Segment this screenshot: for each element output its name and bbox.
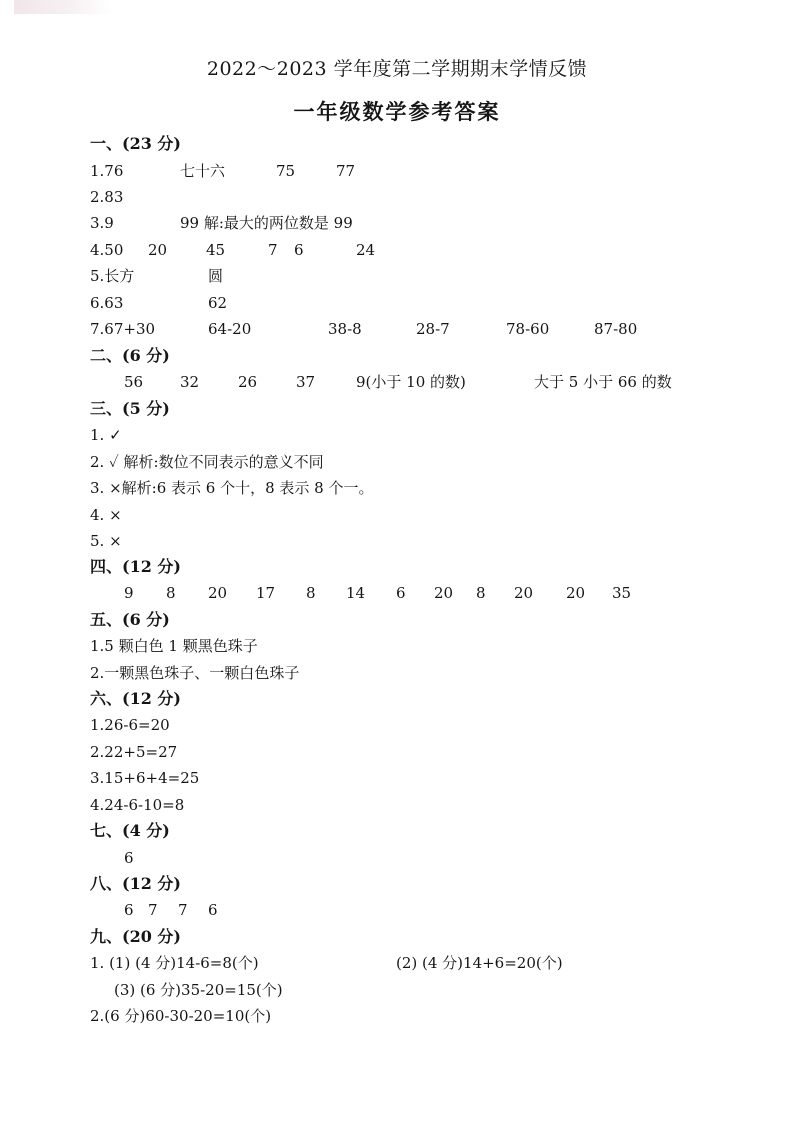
s3-row-1: 1. ✓ <box>90 426 122 444</box>
s3-row-4: 4. × <box>90 506 122 524</box>
s8-r1-c3: 7 <box>178 901 188 919</box>
s3-row-5: 5. × <box>90 532 122 550</box>
s1-r1-c4: 77 <box>336 162 356 180</box>
s1-r4-c1: 4.50 <box>90 241 124 259</box>
s8-r1-c1: 6 <box>124 901 134 919</box>
section-9-heading: 九、(20 分) <box>90 927 181 946</box>
document-subtitle: 一年级数学参考答案 <box>293 99 501 124</box>
s1-r4-c6: 24 <box>356 241 376 259</box>
s1-r4-c3: 45 <box>206 241 226 259</box>
s1-r5-c1: 5.长方 <box>90 267 135 285</box>
s4-r1-c8: 20 <box>434 584 454 602</box>
s1-r1-c1: 1.76 <box>90 162 124 180</box>
s2-r1-c5: 9(小于 10 的数) <box>356 373 466 391</box>
s4-r1-c2: 8 <box>166 584 176 602</box>
section-5-heading: 五、(6 分) <box>90 610 170 629</box>
s9-row-1-part-2: (2) (4 分)14+6=20(个) <box>396 954 563 972</box>
s9-row-1-part-1: 1. (1) (4 分)14-6=8(个) <box>90 954 259 972</box>
s1-r2-c1: 2.83 <box>90 188 124 206</box>
section-6-heading: 六、(12 分) <box>90 689 181 708</box>
s1-r6-c1: 6.63 <box>90 294 124 312</box>
s4-r1-c6: 14 <box>346 584 366 602</box>
s1-row-2 <box>90 187 123 207</box>
s1-r1-c2: 七十六 <box>180 162 226 180</box>
s1-r7-c5: 78-60 <box>506 320 550 338</box>
document-title: 2022～2023 学年度第二学期期末学情反馈 <box>206 58 588 80</box>
s1-r4-c2: 20 <box>148 241 168 259</box>
section-8-heading: 八、(12 分) <box>90 874 181 893</box>
s1-r7-c4: 28-7 <box>416 320 450 338</box>
s1-r7-c3: 38-8 <box>328 320 362 338</box>
s1-r4-c5: 6 <box>294 241 304 259</box>
s1-r3-c2: 99 解:最大的两位数是 99 <box>180 214 353 232</box>
s1-r7-c1: 7.67+30 <box>90 320 156 338</box>
s1-r1-c3: 75 <box>276 162 296 180</box>
section-2-heading: 二、(6 分) <box>90 346 170 365</box>
s6-row-3: 3.15+6+4=25 <box>90 769 200 787</box>
s5-row-1: 1.5 颗白色 1 颗黑色珠子 <box>90 637 258 655</box>
s2-r1-c1: 56 <box>124 373 144 391</box>
section-7-heading: 七、(4 分) <box>90 821 170 840</box>
s3-row-3: 3. ×解析:6 表示 6 个十，8 表示 8 个一。 <box>90 479 374 497</box>
s6-row-1: 1.26-6=20 <box>90 716 170 734</box>
s9-row-3: 2.(6 分)60-30-20=10(个) <box>90 1007 272 1025</box>
s2-r1-c6: 大于 5 小于 66 的数 <box>534 373 672 391</box>
s1-r7-c2: 64-20 <box>208 320 252 338</box>
s8-r1-c4: 6 <box>208 901 218 919</box>
s3-row-2: 2. ✓ 解析:数位不同表示的意义不同 <box>90 453 324 471</box>
corner-scan-mark <box>14 0 112 14</box>
s4-r1-c7: 6 <box>396 584 406 602</box>
s4-r1-c12: 35 <box>612 584 632 602</box>
s9-row-2: (3) (6 分)35-20=15(个) <box>114 981 283 999</box>
s1-r7-c6: 87-80 <box>594 320 638 338</box>
s4-r1-c11: 20 <box>566 584 586 602</box>
s1-r3-c1: 3.9 <box>90 214 114 232</box>
s8-r1-c2: 7 <box>148 901 158 919</box>
section-4-heading: 四、(12 分) <box>90 557 181 576</box>
s2-r1-c3: 26 <box>238 373 258 391</box>
section-1-heading: 一、(23 分) <box>90 134 181 153</box>
s6-row-2: 2.22+5=27 <box>90 743 178 761</box>
s4-r1-c9: 8 <box>476 584 486 602</box>
s4-r1-c1: 9 <box>124 584 134 602</box>
s4-r1-c10: 20 <box>514 584 534 602</box>
s5-row-2: 2.一颗黑色珠子、一颗白色珠子 <box>90 664 300 682</box>
s4-r1-c3: 20 <box>208 584 228 602</box>
s4-r1-c5: 8 <box>306 584 316 602</box>
s1-r4-c4: 7 <box>268 241 278 259</box>
s2-r1-c4: 37 <box>296 373 316 391</box>
section-3-heading: 三、(5 分) <box>90 399 170 418</box>
s1-r5-c2: 圆 <box>208 267 224 285</box>
s6-row-4: 4.24-6-10=8 <box>90 796 185 814</box>
s7-row-1: 6 <box>124 849 134 867</box>
s1-r6-c2: 62 <box>208 294 228 312</box>
s4-r1-c4: 17 <box>256 584 276 602</box>
s2-r1-c2: 32 <box>180 373 200 391</box>
